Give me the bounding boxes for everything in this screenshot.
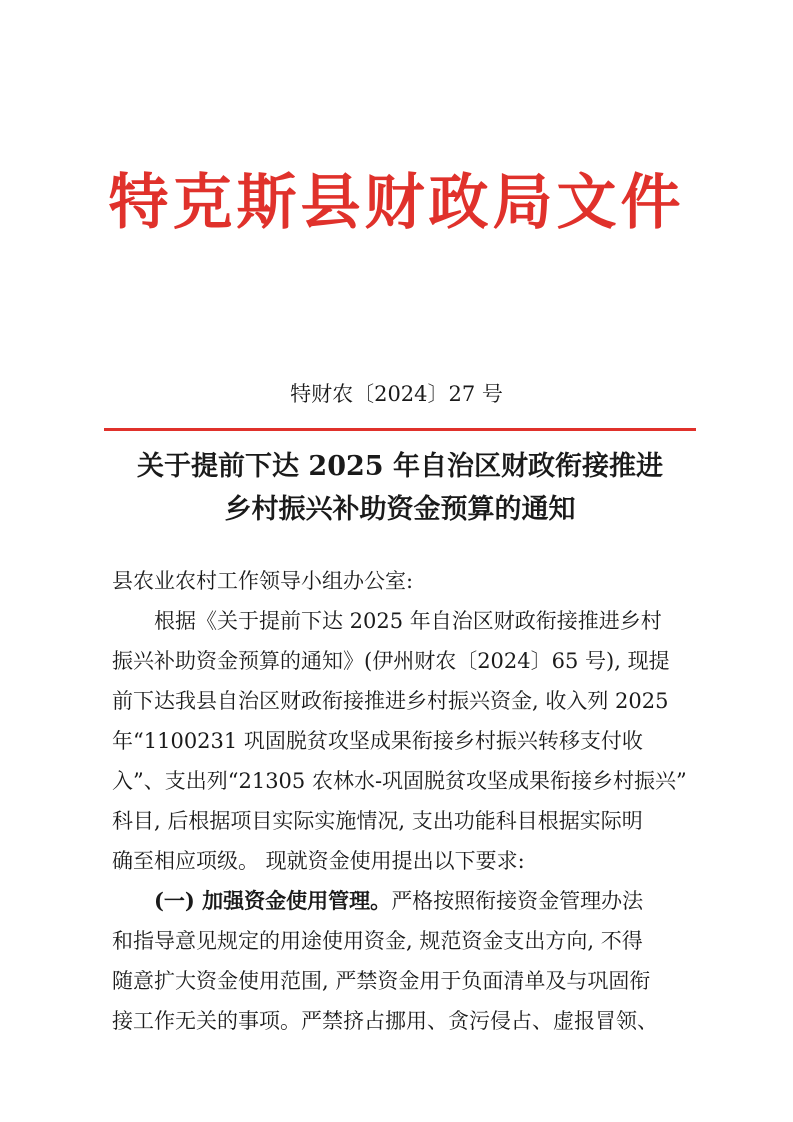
document-number: 特财农〔2024〕27 号 bbox=[290, 382, 503, 406]
paragraph-line: 振兴补助资金预算的通知》(伊州财农〔2024〕65 号), 现提 bbox=[112, 649, 670, 673]
section-one-heading: (一) 加强资金使用管理。 bbox=[154, 888, 392, 913]
document-body bbox=[112, 601, 692, 1041]
document-title bbox=[100, 445, 700, 531]
section-one-first-line bbox=[112, 881, 692, 921]
paragraph-line: 前下达我县自治区财政衔接推进乡村振兴资金, 收入列 2025 bbox=[112, 689, 669, 713]
paragraph-line: 确至相应项级。 现就资金使用提出以下要求: bbox=[112, 849, 525, 873]
red-divider-line bbox=[104, 428, 696, 431]
paragraph-line: 和指导意见规定的用途使用资金, 规范资金支出方向, 不得 bbox=[112, 929, 643, 953]
paragraph-line: 入”、支出列“21305 农林水-巩固脱贫攻坚成果衔接乡村振兴” bbox=[112, 769, 687, 793]
document-title-line-2: 乡村振兴补助资金预算的通知 bbox=[224, 494, 576, 525]
document-header-title: 特克斯县财政局文件 bbox=[108, 168, 685, 238]
paragraph-line: 科目, 后根据项目实际实施情况, 支出功能科目根据实际明 bbox=[112, 809, 643, 833]
paragraph-line: 接工作无关的事项。严禁挤占挪用、贪污侵占、虚报冒领、 bbox=[112, 1009, 658, 1033]
section-one-text: 严格按照衔接资金管理办法 bbox=[391, 889, 644, 913]
paragraph-line: 随意扩大资金使用范围, 严禁资金用于负面清单及与巩固衔 bbox=[112, 969, 651, 993]
paragraph-line: 年“1100231 巩固脱贫攻坚成果衔接乡村振兴转移支付收 bbox=[112, 729, 643, 753]
document-title-line-1: 关于提前下达 2025 年自治区财政衔接推进 bbox=[137, 451, 663, 482]
paragraph-line: 根据《关于提前下达 2025 年自治区财政衔接推进乡村 bbox=[154, 609, 662, 633]
recipient-line: 县农业农村工作领导小组办公室: bbox=[112, 569, 414, 593]
